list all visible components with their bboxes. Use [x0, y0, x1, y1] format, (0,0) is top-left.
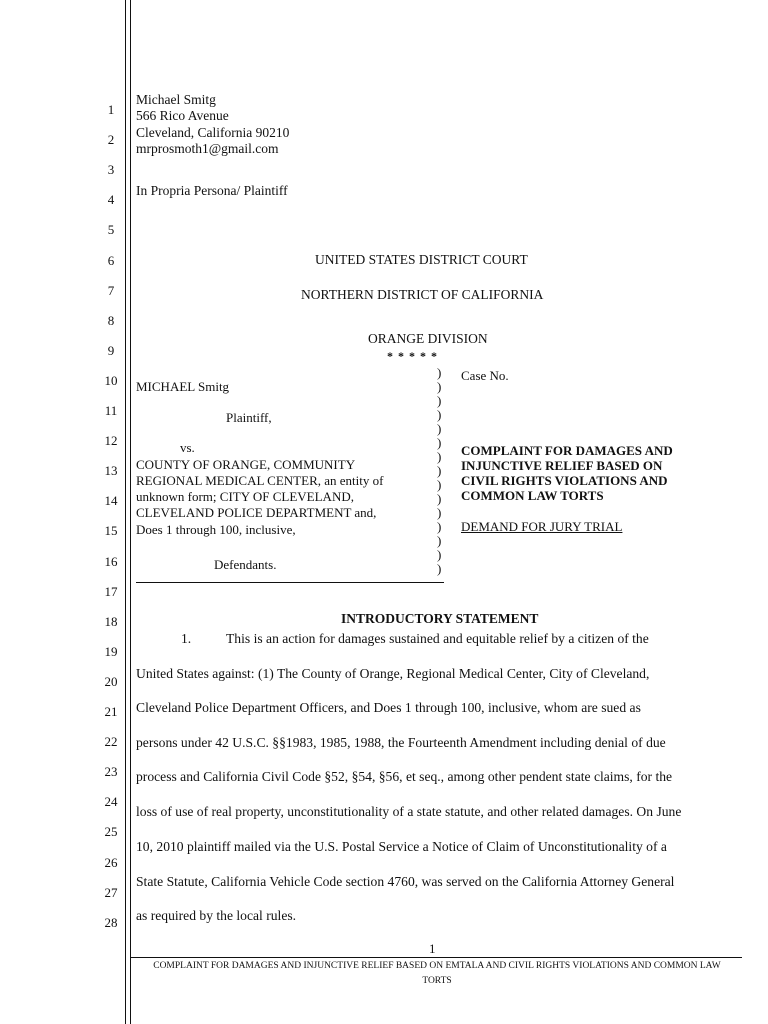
footer-title-line2: TORTS	[422, 976, 452, 986]
line-number: 17	[104, 584, 118, 599]
line-number: 4	[107, 192, 115, 207]
line-number: 14	[104, 493, 118, 508]
party-role: In Propria Persona/ Plaintiff	[136, 183, 288, 198]
line-number: 15	[104, 523, 118, 538]
line-number: 21	[104, 704, 118, 719]
defendants-line: COUNTY OF ORANGE, COMMUNITY	[136, 457, 356, 472]
line-number: 25	[104, 824, 118, 839]
complaint-title-line: CIVIL RIGHTS VIOLATIONS AND	[461, 473, 668, 488]
paragraph-number: 1.	[181, 631, 192, 646]
page-number: 1	[429, 941, 436, 956]
plaintiff-name: MICHAEL Smitg	[136, 379, 230, 394]
line-number: 9	[107, 343, 115, 358]
party-name: Michael Smitg	[136, 92, 216, 107]
line-number: 2	[107, 132, 115, 147]
line-number: 24	[104, 794, 118, 809]
line-number: 28	[104, 915, 118, 930]
paragraph-line: loss of use of real property, unconstitutionality of a state statute, and other related damages. On June	[136, 804, 682, 819]
line-number: 16	[104, 554, 118, 569]
paragraph-line: State Statute, California Vehicle Code section 4760, was served on the California Attorney General	[136, 874, 675, 889]
line-number: 19	[104, 644, 118, 659]
complaint-title-line: INJUNCTIVE RELIEF BASED ON	[461, 458, 663, 473]
line-number: 10	[104, 373, 118, 388]
plaintiff-label: Plaintiff,	[226, 410, 272, 425]
party-address-line2: Cleveland, California 90210	[136, 125, 290, 140]
complaint-title-line: COMPLAINT FOR DAMAGES AND	[461, 443, 673, 458]
section-heading: INTRODUCTORY STATEMENT	[341, 611, 539, 626]
defendants-line: Does 1 through 100, inclusive,	[136, 522, 296, 537]
line-number: 7	[107, 283, 115, 298]
case-number-label: Case No.	[461, 368, 509, 383]
line-number: 18	[104, 614, 118, 629]
left-margin-rule-outer	[125, 0, 126, 1024]
line-number: 20	[104, 674, 118, 689]
paragraph-line: persons under 42 U.S.C. §§1983, 1985, 1988, the Fourteenth Amendment including denial of due	[136, 735, 666, 750]
defendants-label: Defendants.	[214, 557, 277, 572]
footer-rule	[130, 957, 742, 958]
line-number: 1	[107, 102, 115, 117]
division-stars: * * * * *	[387, 349, 438, 363]
paragraph-line: Cleveland Police Department Officers, and Does 1 through 100, inclusive, whom are sued as	[136, 700, 641, 715]
left-margin-rule-inner	[130, 0, 131, 1024]
party-email: mrprosmoth1@gmail.com	[136, 141, 279, 156]
line-number: 26	[104, 855, 118, 870]
jury-demand: DEMAND FOR JURY TRIAL	[461, 519, 623, 534]
party-address-line1: 566 Rico Avenue	[136, 108, 229, 123]
line-number: 11	[104, 403, 118, 418]
caption-underline	[136, 582, 444, 583]
line-number: 6	[107, 253, 115, 268]
line-number: 8	[107, 313, 115, 328]
versus-label: vs.	[180, 440, 195, 455]
line-number: 13	[104, 463, 118, 478]
defendants-line: REGIONAL MEDICAL CENTER, an entity of	[136, 473, 384, 488]
line-number: 23	[104, 764, 118, 779]
court-district: NORTHERN DISTRICT OF CALIFORNIA	[301, 287, 544, 302]
line-number: 12	[104, 433, 118, 448]
line-number: 22	[104, 734, 118, 749]
paragraph-line: United States against: (1) The County of Orange, Regional Medical Center, City of Cleveland,	[136, 666, 650, 681]
defendants-line: unknown form; CITY OF CLEVELAND,	[136, 489, 354, 504]
paragraph-line: process and California Civil Code §52, §54, §56, et seq., among other pendent state claims, for the	[136, 769, 673, 784]
footer-title-line1: COMPLAINT FOR DAMAGES AND INJUNCTIVE RELIEF BASED ON EMTALA AND CIVIL RIGHTS VIOLATIONS AND COMMON LAW	[153, 961, 721, 971]
line-number: 5	[107, 222, 115, 237]
paragraph-line: This is an action for damages sustained and equitable relief by a citizen of the	[226, 631, 649, 646]
court-division: ORANGE DIVISION	[368, 331, 488, 346]
paragraph-line: as required by the local rules.	[136, 908, 297, 923]
line-number: 3	[107, 162, 115, 177]
defendants-line: CLEVELAND POLICE DEPARTMENT and,	[136, 505, 377, 520]
line-number: 27	[104, 885, 118, 900]
complaint-title-line: COMMON LAW TORTS	[461, 488, 604, 503]
paragraph-line: 10, 2010 plaintiff mailed via the U.S. Postal Service a Notice of Claim of Unconstitutionality of a	[136, 839, 667, 854]
court-name: UNITED STATES DISTRICT COURT	[315, 252, 528, 267]
